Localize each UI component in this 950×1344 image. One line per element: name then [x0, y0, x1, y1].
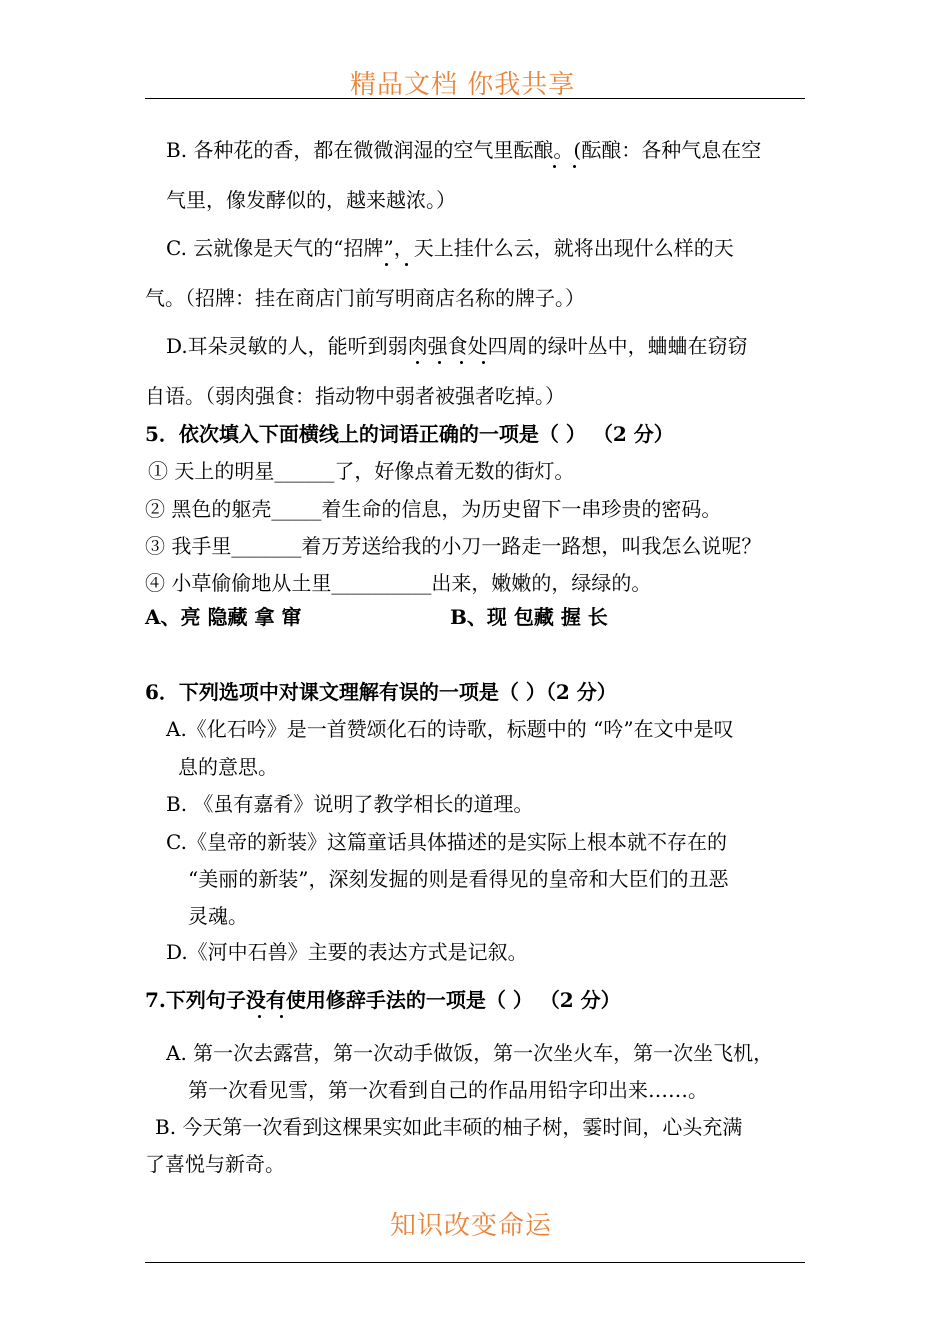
emphasis-dot	[280, 1015, 283, 1018]
emphasis-dot	[385, 263, 388, 266]
q6-stem: 6．下列选项中对课文理解有误的一项是（ ）（2 分）	[145, 680, 617, 704]
q6-option-a-line2: 息的意思。	[178, 755, 278, 779]
q6-option-b: B. 《虽有嘉肴》说明了教学相长的道理。	[166, 792, 534, 816]
q6-option-c-line2: “美丽的新装”，深刻发掘的则是看得见的皇帝和大臣们的丑恶	[188, 867, 729, 891]
footer-title: 知识改变命运	[390, 1211, 553, 1241]
emphasis-dot	[553, 165, 556, 168]
q4-option-b-line2: 气里，像发酵似的，越来越浓。）	[166, 188, 456, 212]
emphasis-dot	[438, 361, 441, 364]
q7-option-a-line2: 第一次看见雪，第一次看到自己的作品用铅字印出来……。	[188, 1078, 708, 1102]
emphasis-dot	[460, 361, 463, 364]
q4-option-d-line2: 自语。（弱肉强食：指动物中弱者被强者吃掉。）	[145, 384, 565, 408]
q5-item-2: ② 黑色的躯壳_____着生命的信息，为历史留下一串珍贵的密码。	[145, 497, 722, 521]
emphasis-dot	[416, 361, 419, 364]
footer-rule	[145, 1262, 805, 1263]
header-rule	[145, 98, 805, 99]
q5-item-3: ③ 我手里_______着万芳送给我的小刀一路走一路想，叫我怎么说呢？	[145, 534, 762, 558]
q5-option-a: A、亮 隐藏 拿 窜	[145, 605, 302, 629]
emphasis-dot	[258, 1015, 261, 1018]
q7-stem: 7.下列句子没有使用修辞手法的一项是（ ） （2 分）	[145, 988, 621, 1012]
q4-option-d-line1: D.耳朵灵敏的人，能听到弱肉强食处四周的绿叶丛中，蛐蛐在窃窃	[166, 334, 748, 358]
header-title: 精品文档 你我共享	[350, 70, 576, 100]
q4-option-c-line1: C. 云就像是天气的“招牌”，天上挂什么云，就将出现什么样的天	[166, 236, 734, 260]
q6-option-c-line3: 灵魂。	[188, 904, 248, 928]
q6-option-a-line1: A.《化石吟》是一首赞颂化石的诗歌，标题中的 “吟”在文中是叹	[166, 717, 734, 741]
q7-option-b-line1: B. 今天第一次看到这棵果实如此丰硕的柚子树，霎时间，心头充满	[155, 1115, 743, 1139]
emphasis-dot	[405, 263, 408, 266]
q5-option-b: B、现 包藏 握 长	[450, 605, 608, 629]
q6-option-d: D.《河中石兽》主要的表达方式是记叙。	[166, 940, 528, 964]
q6-option-c-line1: C.《皇帝的新装》这篇童话具体描述的是实际上根本就不存在的	[166, 830, 727, 854]
q7-option-a-line1: A. 第一次去露营，第一次动手做饭，第一次坐火车，第一次坐飞机，	[166, 1041, 774, 1065]
q5-item-4: ④ 小草偷偷地从土里__________出来，嫩嫩的，绿绿的。	[145, 571, 652, 595]
q5-item-1: ① 天上的明星______了，好像点着无数的街灯。	[148, 459, 575, 483]
q5-stem: 5．依次填入下面横线上的词语正确的一项是（ ） （2 分）	[145, 422, 674, 446]
q7-option-b-line2: 了喜悦与新奇。	[145, 1152, 285, 1176]
q4-option-b-line1: B. 各种花的香，都在微微润湿的空气里酝酿。(酝酿：各种气息在空	[166, 138, 762, 162]
emphasis-dot	[573, 165, 576, 168]
q4-option-c-line2: 气。（招牌：挂在商店门前写明商店名称的牌子。）	[145, 286, 585, 310]
emphasis-dot	[482, 361, 485, 364]
